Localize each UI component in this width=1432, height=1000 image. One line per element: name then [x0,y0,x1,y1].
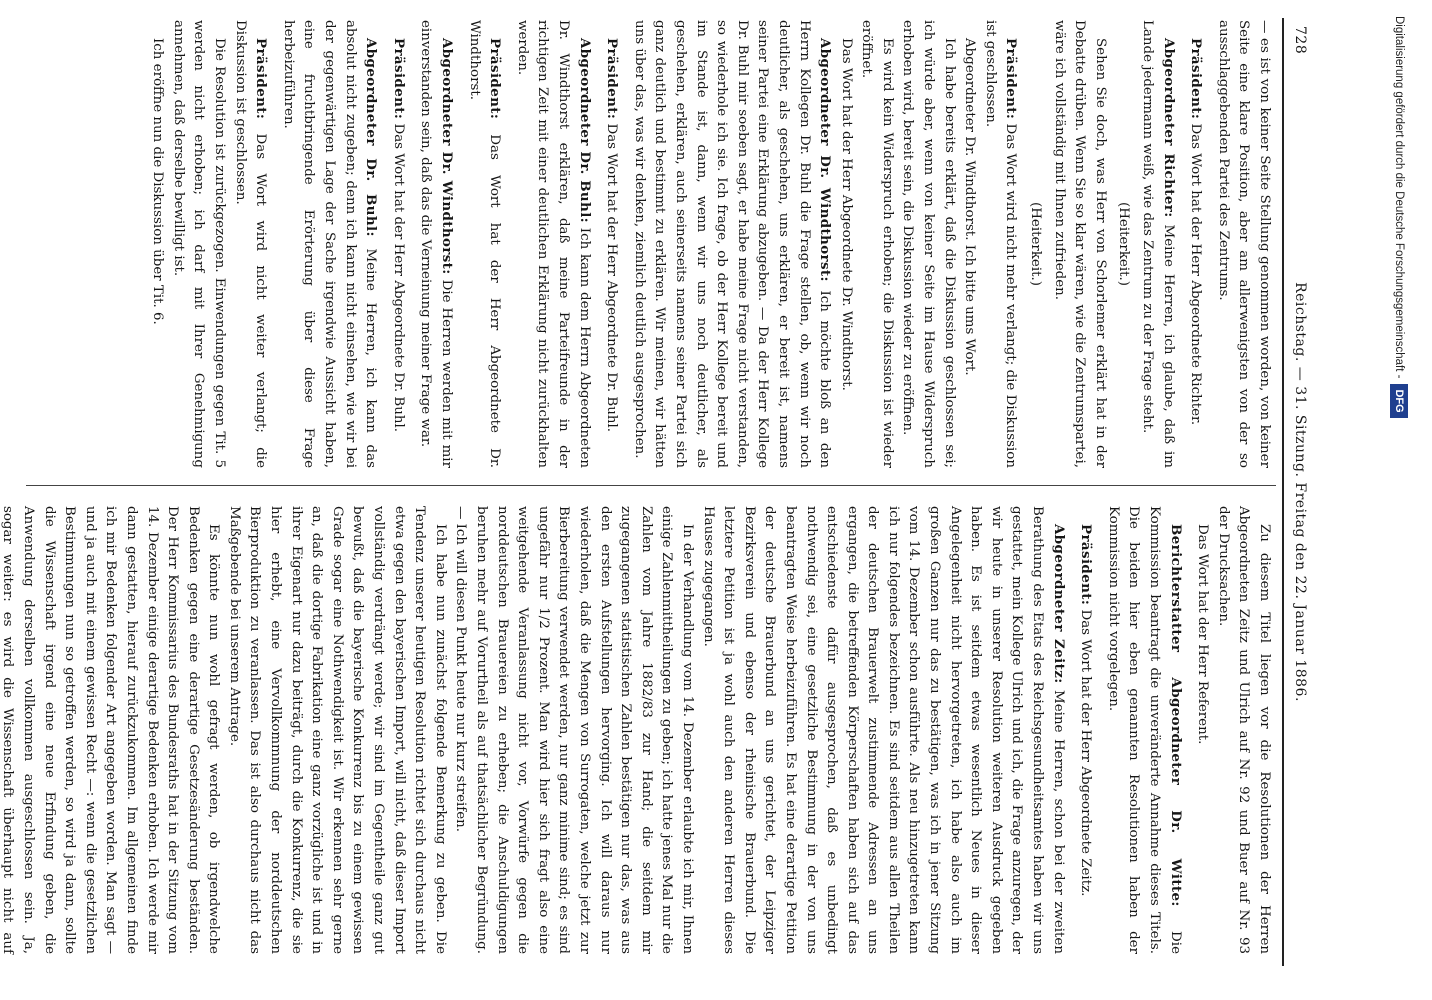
paragraph-text: Das Wort hat der Herr Abgeordnete Dr. Buhl. [604,123,620,433]
paragraph: Das Wort hat der Herr Referent. [1195,524,1211,745]
speaker-label: Abgeordneter Richter: [1160,38,1177,218]
paragraph-text: Meine Herren, ich glaube, daß im Lande jedermann weiß, wie das Zentrum zu der Frage steht. [1140,20,1176,469]
paragraph-text: Die Kommission beantragt die unveränderte Annahme dieses Titels. Die beiden hier eben genannten Resolutionen haben der Kommission nicht vorgelegen. [1105,506,1183,954]
speaker-label: Abgeordneter Dr. Buhl: [576,38,593,224]
speaker-label: Präsident: [390,38,407,120]
paragraph [601,20,623,468]
paragraph [1102,506,1185,954]
paragraph [1212,20,1274,468]
speaker-label: Abgeordneter Dr. Windthorst: [439,38,456,275]
paragraph-text: Meine Herren, ich kann das absolut nicht zugeben; denn ich kann nicht einsehen, wie wir bei der gegenwärtigen Lage der Sache irgendwie Aussicht haben, eine fruchtbringende Erörterung über diese Frage herbeizuführen. [280,20,379,468]
paragraph [229,20,271,468]
paragraph [415,20,457,468]
paragraph [277,20,381,468]
paragraph [387,20,409,468]
paragraph-text: Das Wort hat der Herr Abgeordnete Dr. Windthorst. [466,20,503,469]
paragraph: In der Verhandlung vom 14. Dezember erlaubte ich mir, Ihnen einige Zahlenmittheilungen zu geben; ich hatte jenes Mal nur die Zahlen vom Jahre 1882/83 zur Hand; die seitdem mir zugegangenen statistischen Zahlen bestätigen nur das, was aus den ersten Aufstellungen hervorging. Ich will daraus nur wiederholen, daß die Mengen von Surrogaten, welche jetzt zur Bierbereitung verwendet werden, nur ganz minime sind; es sind ungefähr nur 1/2 Prozent. Man wird hier sich fragt also eine weitgehende Veranlassung nicht vor, Vorwürfe gegen die norddeutschen Brauereien zu erheben; die Anschuldigungen beruhen mehr auf Vorurtheil als auf thatsächlicher Begründung. — Ich will diesen Punkt heute nur kurz streifen. [453,506,695,954]
credit-text: Digitalisierung gefördert durch die Deutsche Forschungsgemeinschaft - [1393,16,1405,379]
page-number: 728 [1292,26,1308,55]
interjection: (Heiterkeit.) [1116,202,1132,286]
speaker-label: Abgeordneter Dr. Windthorst: [817,38,834,282]
paragraph-text: Ich möchte bloß an den Herrn Kollegen Dr. Buhl die Frage stellen, ob, wenn wir noch deutlicher, als geschehen, uns erklären, er bereit ist, namens seiner Partei eine Erklärung abzugeben. — Da der Herr Kollege Dr. Buhl mir soeben sagt, er habe meine Frage nicht verstanden, so wiederhole ich sie. Ich frage, ob der Herr Kollege bereit und im Stande ist, dann, wenn wir uns noch deutlicher, als geschehen, erklären, auch seinerseits namens seiner Partei sich ganz deutlich und bestimmt zu erklären. Wir meinen, wir hätten uns über das, was wir denken, ziemlich deutlich ausgesprochen. [631,20,833,469]
speaker-label: Abgeordneter Dr. Buhl: [363,38,380,237]
speaker-label: Abgeordneter Zeitz: [1050,524,1067,684]
paragraph: Zu diesem Titel liegen vor die Resolutionen der Herren Abgeordneten Zeitz und Ulrich auf Nr. 92 und Buer auf Nr. 93 der Drucksachen. [1215,506,1272,954]
speaker-label: Präsident: [604,38,621,120]
paragraph [697,506,1069,954]
dfg-logo: DFG [1390,384,1408,417]
speaker-label: Präsident: [1188,38,1205,120]
paragraph: Ich eröffne nun die Diskussion über Tit. 6. [150,38,166,325]
paragraph: Ich habe nun zunächst folgende Bemerkung zu geben. Die Tendenz unserer heutigen Resolution richtet sich durchaus nicht etwa gegen den bayerischen Import, will nicht, daß dieser Import vollständig verdrängt werde; wir sind im Gegentheile ganz gut bewußt, daß die bayerische Konkurrenz bis zu einem gewissen Grade sogar eine Nothwendigkeit ist. Wir erkennen sehr gerne an, daß die dortige Fabrikation eine ganz vorzügliche ist und in ihrer Eigenart nur dazu beiträgt, durch die Konkurrenz, die sie hier erhebt, eine Vervollkommnung der norddeutschen Bierproduktion zu veranlassen. Das ist also durchaus nicht das Maßgebende bei unserem Antrage. [226,506,448,954]
paragraph: Die Resolution ist zurückgezogen. Einwendungen gegen Tit. 5 werden nicht erhoben; ich darf mit Ihrer Genehmigung annehmen, daß derselbe bewilligt ist. [170,20,228,468]
page-header [1286,26,1310,958]
paragraph [628,20,835,468]
paragraph [511,20,594,468]
left-column [147,20,1274,468]
paragraph [1136,20,1178,468]
paragraph [1075,506,1097,954]
paragraph: Sehen Sie doch, was Herr von Schorlemer erklärt hat in der Debatte drüben. Wenn Sie so klar wären, wie die Zentrumspartei, wäre ich vollständig mit Ihnen zufrieden. [1051,20,1108,468]
paragraph [979,20,1021,468]
rotated-page [0,12,1320,972]
digitization-credit [1390,16,1416,976]
column-divider [26,485,1276,486]
paragraph [463,20,505,468]
paragraph-text: — es ist von keiner Seite Stellung genommen worden, von keiner Seite eine klare Position, aber am allerwenigsten von der so ausschlaggebenden Partei des Zentrums. [1215,20,1272,468]
paragraph: Abgeordneter Dr. Windthorst. Ich bitte ums Wort. [962,38,978,376]
speaker-label: Präsident: [487,38,504,120]
speaker-label: Präsident: [253,38,270,120]
speaker-label: Berichterstatter Abgeordneter Dr. Witte: [1167,524,1184,907]
paragraph-text: Ich kann dem Herrn Abgeordneten Dr. Windthorst erklären, daß meine Parteifreunde in der richtigen Zeit mit einer deutlichen Erklärung nicht zurückhalten werden. [514,20,592,468]
interjection: (Heiterkeit.) [1028,202,1044,286]
paragraph: Es wird kein Widerspruch erhoben; die Diskussion ist wieder eröffnet. [859,20,895,468]
paragraph-text: Das Wort wird nicht mehr verlangt; die Diskussion ist geschlossen. [982,20,1019,468]
paragraph-text: Das Wort hat der Herr Abgeordnete Richter. [1188,123,1204,426]
paragraph-text: Die Herren werden mit mir einverstanden sein, daß das die Verneinung meiner Frage war. [418,20,455,468]
paragraph-text: Das Wort wird nicht weiter verlangt; die Diskussion ist geschlossen. [232,20,269,469]
running-title: Reichstag. — 31. Sitzung. Freitag den 22. Januar 1886. [1292,282,1308,702]
speaker-label: Präsident: [1003,38,1020,120]
header-rule [1282,18,1284,966]
paragraph-text: Das Wort hat der Herr Abgeordnete Dr. Buhl. [390,123,406,433]
paragraph-text: Das Wort hat der Herr Abgeordnete Zeitz. [1078,609,1094,897]
speaker-label: Präsident: [1078,524,1095,606]
paragraph: Es könnte nun wohl gefragt werden, ob irgendwelche Bedenken gegen eine derartige Gesetzesänderung beständen. Der Herr Kommissarius des Bundesraths hat in der Sitzung vom 14. Dezember einige derartige Bedenken erhoben. Ich werde mir dann gestatten, hierauf zurückzukommen. Im allgemeinen finde ich mir Bedenken folgender Art angegeben worden. Man sagt — und ja auch mit einem gewissen Recht —: wenn die gesetzlichen Bestimmungen nun so getroffen werden, so wird ja dann, sollte die Wissenschaft irgend eine neue Erfindung geben, die Anwendung derselben vollkommen ausgeschlossen sein. Ja, sogar weiter: es wird die Wissenschaft überhaupt nicht auf [0,506,222,954]
paragraph [1185,20,1207,468]
paragraph: Ich habe bereits erklärt, daß die Diskussion geschlossen sei; ich würde aber, wenn von keiner Seite im Hause Widerspruch erhoben wird, bereit sein, die Diskussion wieder zu eröffnen. [900,20,957,468]
paragraph: Das Wort hat der Herr Abgeordnete Dr. Windthorst. [838,38,854,391]
paragraph-text: Meine Herren, schon bei der zweiten Berathung des Etats des Reichsgesundheitsamtes haben wir uns gestattet, mein Kollege Ulrich und ich, die Frage anzuregen, der wir heute in unserer Resolution weiteren Ausdruck gegeben haben. Es ist seitdem etwas wesentlich Neues in dieser Angelegenheit nicht hervorgetreten, ich habe also auch im großen Ganzen nur das zu bestätigen, was ich in jener Sitzung vom 14. Dezember schon ausführte. Als neu hinzugetreten kann ich nur folgendes bezeichnen. Es sind seitdem aus allen Theilen der deutschen Brauerwelt zustimmende Adressen an uns ergangen, die betreffenden Körperschaften haben sich auf das entschiedenste dafür ausgesprochen, daß es unbedingt nothwendig sei, eine gesetzliche Bestimmung in der von uns beantragten Weise herbeizuführen. Es hat eine derartige Petition der deutsche Brauerbund an uns gerichtet, der Leipziger Bezirksverein und ebenso der rheinische Brauerbund. Die letztere Petition ist ja wohl auch den anderen Herren dieses Hauses zugegangen. [700,506,1066,954]
right-column [0,506,1274,954]
